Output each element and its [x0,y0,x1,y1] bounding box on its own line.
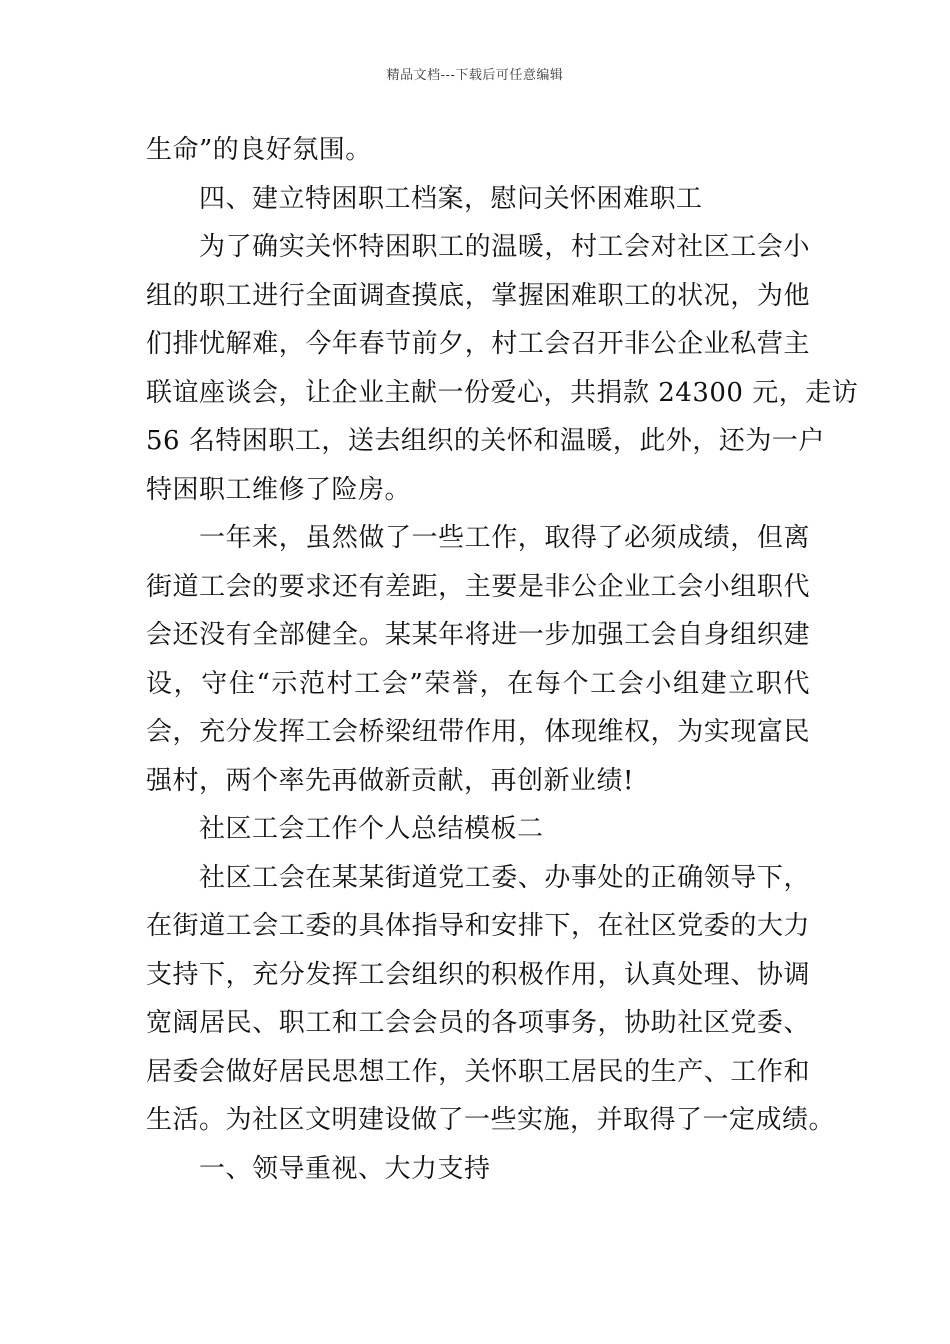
text-line: 一、领导重视、大力支持 [199,1153,491,1184]
text-line: 特困职工维修了险房。 [146,474,412,505]
text-line: 居委会做好居民思想工作，关怀职工居民的生产、工作和 [146,1056,810,1087]
text-line: 组的职工进行全面调查摸底，掌握困难职工的状况，为他 [146,280,810,311]
text-line: 会，充分发挥工会桥梁纽带作用，体现维权，为实现富民 [146,717,810,747]
text-line: 生活。为社区文明建设做了一些实施，并取得了一定成绩。 [146,1105,836,1135]
text-line: 一年来，虽然做了一些工作，取得了必须成绩，但离 [199,523,810,553]
text-line: 们排忧解难，今年春节前夕，村工会召开非公企业私营主 [146,329,810,359]
page-header: 精品文档---下载后可任意编辑 [386,68,564,83]
text-line: 支持下，充分发挥工会组织的积极作用，认真处理、协调 [146,959,810,990]
text-line: 会还没有全部健全。某某年将进一步加强工会自身组织建 [146,620,810,650]
text-line: 街道工会的要求还有差距，主要是非公企业工会小组职代 [146,571,810,602]
text-line: 社区工会工作个人总结模板二 [199,814,544,844]
text-line: 56 名特困职工，送去组织的关怀和温暖，此外，还为一户 [146,426,825,456]
text-line: 社区工会在某某街道党工委、办事处的正确领导下， [199,862,810,893]
text-line: 在街道工会工委的具体指导和安排下，在社区党委的大力 [146,911,810,941]
text-line: 为了确实关怀特困职工的温暖，村工会对社区工会小 [199,232,810,262]
text-line: 宽阔居民、职工和工会会员的各项事务，协助社区党委、 [146,1008,810,1038]
text-line: 强村，两个率先再做新贡献，再创新业绩! [146,765,634,796]
text-line: 联谊座谈会，让企业主献一份爱心，共捐款 24300 元，走访 [146,377,859,408]
text-line: 四、建立特困职工档案，慰问关怀困难职工 [199,183,703,214]
text-line: 设，守住“示范村工会”荣誉，在每个工会小组建立职代 [146,668,810,699]
text-line: 生命”的良好氛围。 [146,135,372,165]
document-body [146,126,859,1193]
